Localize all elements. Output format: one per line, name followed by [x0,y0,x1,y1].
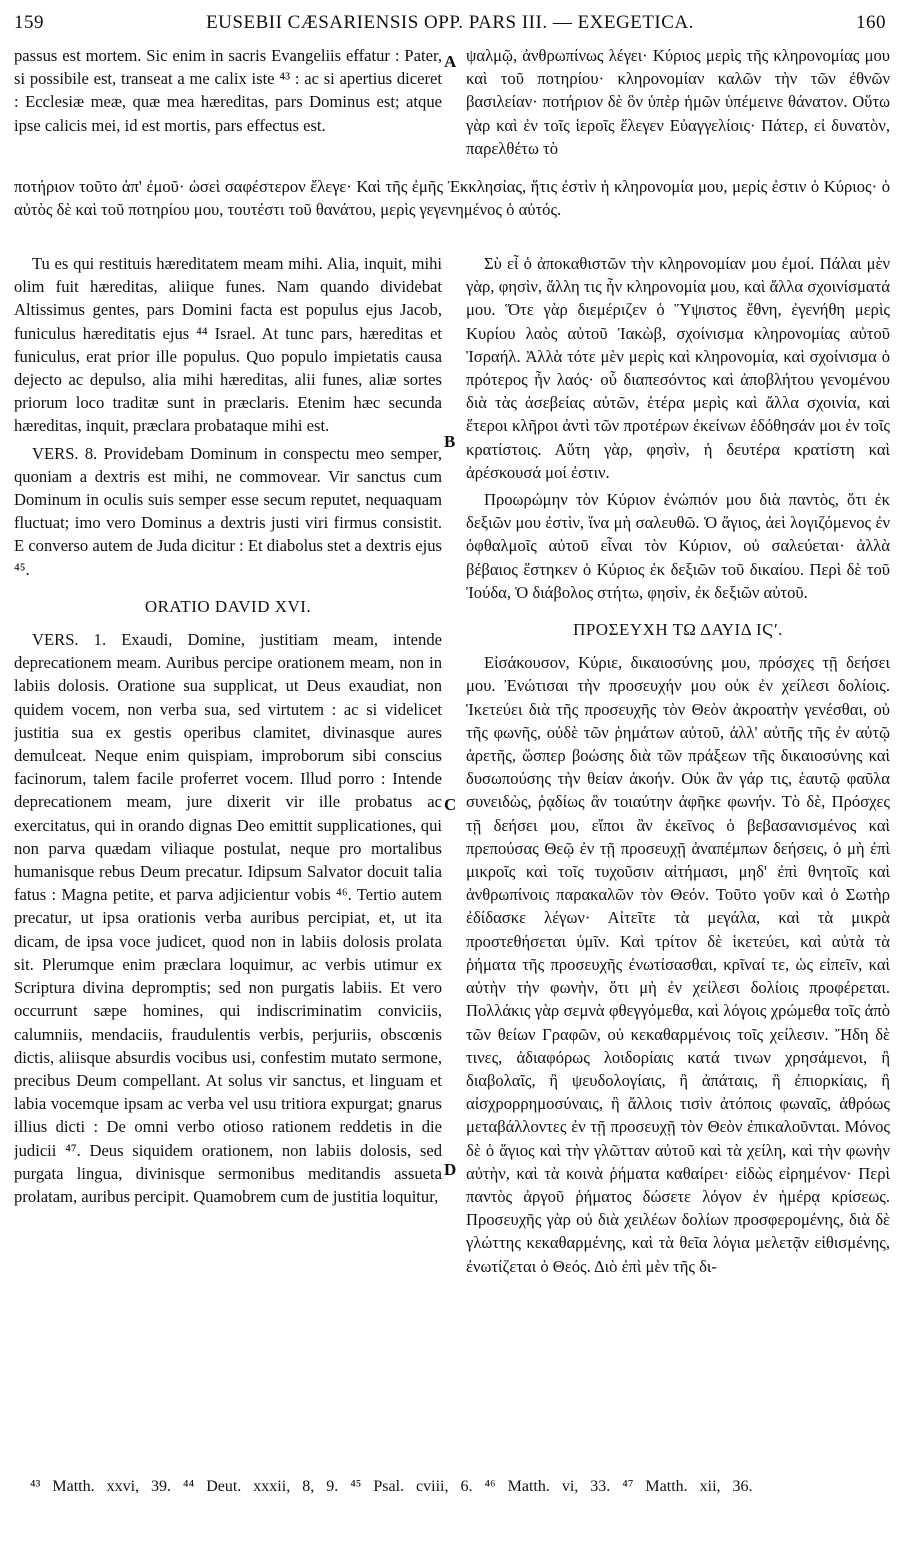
greek-section-heading: ΠΡΟΣΕΥΧΗ ΤΩ ΔΑΥΙΔ ΙϚʹ. [573,620,783,640]
margin-marker-d: D [444,1160,457,1179]
greek-paragraph-1: ψαλμῷ, ἀνθρωπίνως λέγει· Κύριος μερὶς τῆς κληρονομίας μου καὶ τοῦ ποτηρίου· κληρονομίαν καλῶν τὴν τῶν ἐθνῶν βασιλείαν· ποτήριον δὲ ὃν ὑπὲρ ἡμῶν ὑπέμεινε θάνατον. Οὕτω γὰρ καὶ ἐν τοῖς ἱεροῖς ἔλεγεν Εὐαγγελίοις· Πάτερ, εἰ δυνατὸν, παρελθέτω τὸ [466,46,890,158]
greek-column-top [466,44,890,174]
latin-paragraph-1: passus est mortem. Sic enim in sacris Evangeliis effatur : Pater, si possibile est, transeat a me calix iste ⁴³ : ac si apertius diceret : Ecclesiæ meæ, quæ mea hæreditas, pars Dominus est; atque ipse calicis mei, id est mortis, pars effectus est. [14,46,442,135]
greek-paragraph-3: Προωρώμην τὸν Κύριον ἐνώπιόν μου διὰ παντὸς, ὅτι ἐκ δεξιῶν μου ἐστὶν, ἵνα μὴ σαλευθῶ. Ὁ ἅγιος, ἀεὶ λογιζόμενος ἐν ὀφθαλμοῖς αὐτοῦ εἶναι τὸν Κύριον, οὐ σαλεύεται· ἀλλὰ βέβαιος ἕστηκεν ὁ Κύριος ἐκ δεξιῶν τοῦ δικαίου. Περὶ δὲ τοῦ Ἰούδα, Ὁ διάβολος στήτω, φησὶν, ἐκ δεξιῶν αὐτοῦ. [466,490,890,602]
latin-section-heading: ORATIO DAVID XVI. [144,596,312,616]
greek-paragraph-2: Σὺ εἶ ὁ ἀποκαθιστῶν τὴν κληρονομίαν μου ἐμοί. Πάλαι μὲν γὰρ, φησὶν, ἄλλη τις ἦν κληρονομία μου, καὶ ἄλλα σχοινίσματά μου. Ὅτε γὰρ διεμέριζεν ὁ Ὕψιστος ἔθνη, ἐγενήθη μερὶς Κυρίου λαὸς αὐτοῦ Ἰακὼβ, σχοίνισμα κληρονομίας αὐτοῦ Ἰσραήλ. Ἀλλὰ τότε μὲν μερὶς καὶ κληρονομία, καὶ σχοίνισμα ὁ πρότερος ἦν λαός· οὗ διαπεσόντος καὶ ἀποβλήτου γενομένου διὰ τὰς ἀσεβείας αὐτῶν, ἑτέρα μερὶς καὶ ἄλλα σχοινία, καὶ ἕτεροι κλῆροι ἀντὶ τῶν προτέρων ἐκείνων ἐδόθησάν μοι ἐν τοῖς κρατίστοις. Αὕτη γὰρ, φησὶν, ἡ δευτέρα κρατίστη καὶ ἀρέσκουσά μοί ἐστιν. [466,254,890,482]
page-number-right: 160 [855,12,886,33]
latin-column [14,252,442,1467]
greek-full-width-line [14,175,890,247]
running-title: EUSEBII CÆSARIENSIS OPP. PARS III. — EXEGETICA. [206,12,694,33]
latin-paragraph-3: VERS. 8. Providebam Dominum in conspectu meo semper, quoniam a dextris est mihi, ne commovear. Vir sanctus cum Dominum in oculis suis semper esse secum reputet, nequaquam fluctuat; imo vero Dominus a dextris justi viri firmus consistit. E converso autem de Juda dicitur : Et diabolus stet a dextris ejus ⁴⁵. [14,443,442,579]
footnotes: ⁴³ Matth. xxvi, 39. ⁴⁴ Deut. xxxii, 8, 9. ⁴⁵ Psal. cviii, 6. ⁴⁶ Matth. vi, 33. ⁴⁷ Matth. xii, 36. [30,1478,753,1495]
page-number-left: 159 [14,12,44,33]
latin-column-top [14,44,442,174]
margin-marker-b: B [444,432,456,451]
greek-paragraph-4: Εἰσάκουσον, Κύριε, δικαιοσύνης μου, πρόσχες τῇ δεήσει μου. Ἐνώτισαι τὴν προσευχήν μου οὐκ ἐν χείλεσι δολίοις. Ἱκετεύει διὰ τῆς προσευχῆς τὸν Θεὸν ἀκροατὴν γενέσθαι, οὐ τῆς φωνῆς, οὐδὲ τῶν ῥημάτων αὐτοῦ, ἀλλ' αὐτῆς τῆς ἐν αὐτῷ ἀρετῆς, ὥσπερ βοώσης διὰ τῶν πράξεων τῆς δικαιοσύνης καὶ δυσωπούσης τὴν θείαν ἀκοήν. Οὐκ ἂν γάρ τις, ἑαυτῷ φαῦλα συνειδὼς, ῥᾳδίως ἂν τοιαύτην ἀφῆκε φωνήν. Τὸ δὲ, Πρόσχες τῇ δεήσει μου, εἴποι ἂν ἐκεῖνος ὁ βεβασανισμένος καὶ πρεπούσας Θεῷ ἐν τῇ προσευχῇ ἀναπέμπων δεήσεις, ὁ μὴ ἐπὶ μικροῖς καὶ τοῖς τυχοῦσιν αἰτήμασι, μηδ' ἐπὶ θνητοῖς καὶ ἀνθρωπίνοις παρακαλῶν τὸν Θεόν. Τοῦτο γοῦν καὶ ὁ Σωτὴρ ἐδίδασκε λέγων· Αἰτεῖτε τὰ μεγάλα, καὶ τὰ μικρὰ προστεθήσεται ὑμῖν. Καὶ τρίτον δὲ ἱκετεύει, καὶ αὐτὰ τὰ ῥήματα τῆς προσευχῆς ἐνωτίσασθαι, κρῖναί τε, ὡς εἰπεῖν, καὶ αὐτὴν τὴν φωνὴν, ὅτι μὴ ἐν χείλεσι δολίοις προφέρεται. Πολλάκις γὰρ σεμνὰ φθεγγόμεθα, καὶ λόγοις χρώμεθα τοῖς ἀπὸ τῶν θείων Γραφῶν, οὐ κεκαθαρμένοις τοῖς χείλεσιν. Ἤδη δὲ τινες, ἀδιαφόρως λοιδορίαις κατά τινων χρησάμενοι, ἢ διαβολαῖς, ἢ ψευδολογίαις, ἢ ἀπάταις, ἢ ἐπιορκίαις, ἢ αἰσχρορρημοσύναις, ἢ ἄλλοις τισὶν ἀτόποις φωναῖς, ἀθρόως μεταβάλλοντες ἐν τῇ προσευχῇ τὸν Θεὸν ἐπικαλοῦνται. Μόνος δὲ ὁ ἅγιος καὶ τὴν γλῶτταν αὐτοῦ καὶ τὰ χείλη, καὶ τὴν φωνὴν αὐτὴν, καὶ τὰ κοινὰ ῥήματα καθαίρει· εἰδὼς εἰρημένον· Περὶ παντὸς ἀργοῦ ῥήματος δώσετε λόγον ἐν ἡμέρᾳ κρίσεως. Προσευχῆς γὰρ οὐ διὰ χειλέων δολίων προσφερομένης, διὰ δὲ γλώττης κεκαθαρμένης, καὶ τὰ θεῖα λόγια μελετᾷν εἰθισμένης, ἐνωτίζεται ὁ Θεός. Διὸ ἐπὶ μὲν τῆς δι- [466,653,890,1276]
margin-marker-a: A [444,52,457,71]
margin-marker-c: C [444,795,457,814]
greek-column [466,252,890,1467]
latin-paragraph-4: VERS. 1. Exaudi, Domine, justitiam meam, intende deprecationem meam. Auribus percipe orationem meam, non in labiis dolosis. Oratione sua supplicat, ut Deus exaudiat, non quidem vocem, non verba sua, sed virtutem : ac si videlicet justitia sua ex gestis operibus clamitet, divinasque aures demulceat. Neque enim quispiam, improborum sibi conscius facinorum, talem facile proferret vocem. Illud porro : Intende deprecationem meam, jure dixerit vir ille probatus ac exercitatus, qui in orando dignas Deo emittit supplicationes, qui non parva quædam viliaque postulat, neque pro mortalibus humanisque rebus Deum precatur. Idipsum Salvator docuit talia fatus : Magna petite, et parva adjicientur vobis ⁴⁶. Tertio autem precatur, ut ipsa orationis verba auribus percipiat, et, ut ita dicam, de ipsa voce judicet, quod non in labiis dolosis prolata sit. Plerumque enim præclara loquimur, ac verbis utimur ex Scriptura divina depromptis; sed non purgatis labiis. Et vero occurrunt sæpe homines, qui indiscriminatim conviciis, calumniis, mendaciis, fraudulentis verbis, perjuriis, obscœnis dictis, aliisque absurdis vocibus usi, confestim mutato sermone, precibus Deum compellant. At solus vir sanctus, et linguam et labia vocemque ipsam ac verba vel usu tritiora expurgat; gnarus illius dicti : De omni verbo otioso rationem reddetis in die judicii ⁴⁷. Deus siquidem orationem, non labiis dolosis, sed purgata lingua, divinisque sermonibus meditandis assueta prolatam, auribus percipit. Quamobrem cum de justitia loquitur, [14,630,442,1206]
greek-spanning-text: ποτήριον τοῦτο ἀπ' ἐμοῦ· ὡσεὶ σαφέστερον ἔλεγε· Καὶ τῆς ἐμῆς Ἐκκλησίας, ἥτις ἐστὶν ἡ κληρονομία μου, μερίς ἐστιν ὁ Κύριος· ὁ αὐτὸς δὲ καὶ τοῦ ποτηρίου μου, τουτέστι τοῦ θανάτου, μερὶς γεγενημένος ὁ αὐτός. [14,177,890,220]
latin-paragraph-2: Tu es qui restituis hæreditatem meam mihi. Alia, inquit, mihi olim fuit hæreditas, aliique funes. Nam quando dividebat Altissimus gentes, pars Domini facta est populus ejus Jacob, funiculus hæreditatis ejus ⁴⁴ Israel. At tunc pars, hæreditas et funiculus, erat prior ille populus. Quo populo impietatis causa dejecto ac depulso, alia mihi hæreditas, alii funes, aliæ sortes priorum loco traditæ sunt in præclaris. Etenim hæc secunda hæreditas, inquit, præclara probataque mihi est. [14,254,442,436]
page-header [14,12,886,38]
